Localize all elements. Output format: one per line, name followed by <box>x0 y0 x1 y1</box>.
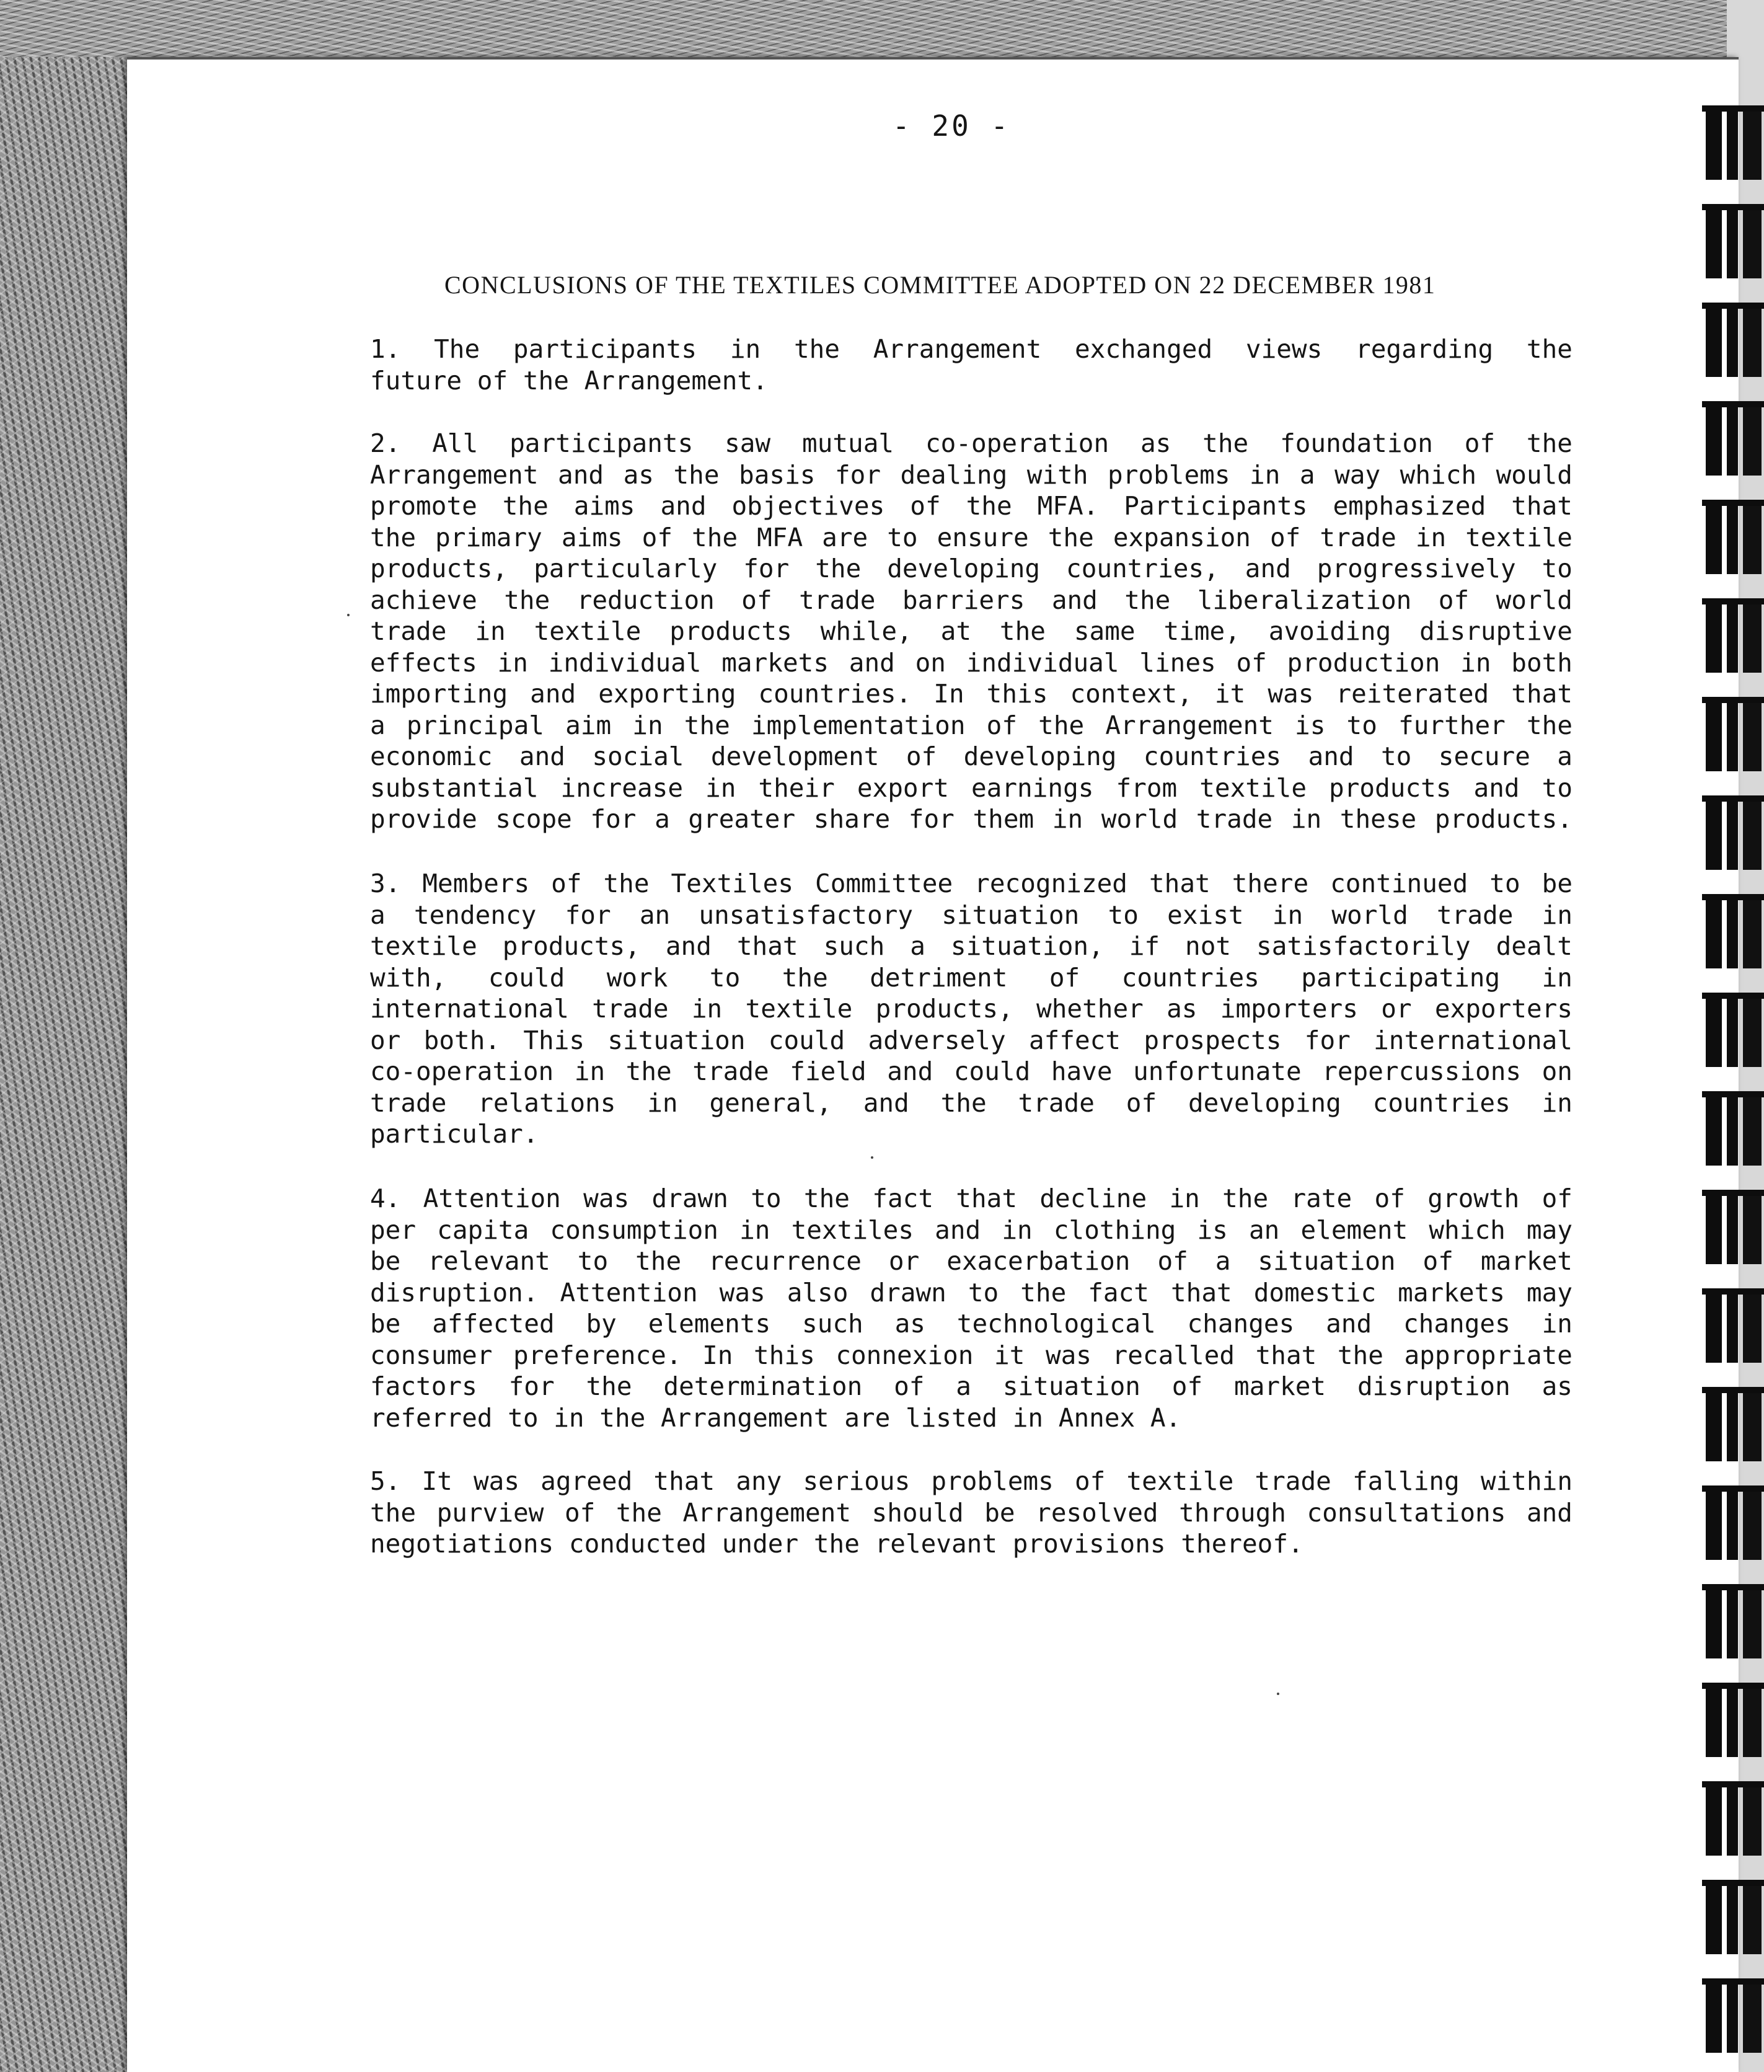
paragraph-line: disruption. Attention was also drawn to the fact that domestic markets may <box>370 1277 1572 1308</box>
paragraph-line: referred to in the Arrangement are listed in Annex A. <box>370 1402 1181 1433</box>
paragraph-line: 3. Members of the Textiles Committee recognized that there continued to be <box>370 869 1572 898</box>
paragraph-line: factors for the determination of a situation of market disruption as <box>370 1371 1572 1401</box>
paragraph-line: be affected by elements such as technological changes and changes in <box>370 1309 1572 1339</box>
paragraph-line: per capita consumption in textiles and in clothing is an element which may <box>370 1215 1572 1245</box>
paragraph-line: trade in textile products while, at the same time, avoiding disruptive <box>370 616 1572 646</box>
paragraph-line: 2. All participants saw mutual co-operation as the foundation of the <box>370 428 1572 458</box>
paragraph-line: the primary aims of the MFA are to ensure the expansion of trade in textile <box>370 522 1572 552</box>
paragraph-2 <box>370 428 1572 835</box>
document-title: CONCLUSIONS OF THE TEXTILES COMMITTEE ADOPTED ON 22 DECEMBER 1981 <box>444 271 1436 299</box>
paragraph-line: international trade in textile products, whether as importers or exporters <box>370 994 1572 1024</box>
paragraph-line: consumer preference. In this connexion it was recalled that the appropriate <box>370 1340 1572 1370</box>
paragraph-5 <box>370 1466 1572 1560</box>
paragraph-line: textile products, and that such a situation, if not satisfactorily dealt <box>370 931 1572 961</box>
paragraph-line: a tendency for an unsatisfactory situation to exist in world trade in <box>370 900 1572 930</box>
paragraph-line: provide scope for a greater share for them in world trade in these products. <box>370 804 1572 834</box>
paragraph-line: effects in individual markets and on individual lines of production in both <box>370 647 1572 678</box>
paragraph-line: Arrangement and as the basis for dealing with problems in a way which would <box>370 459 1572 490</box>
paragraph-line: co-operation in the trade field and could have unfortunate repercussions on <box>370 1056 1572 1086</box>
paragraph-line: trade relations in general, and the trade of developing countries in <box>370 1087 1572 1118</box>
paragraph-line: a principal aim in the implementation of the Arrangement is to further the <box>370 710 1572 740</box>
scan-speck <box>1277 1693 1279 1695</box>
paragraph-line: negotiations conducted under the relevant provisions thereof. <box>370 1529 1303 1559</box>
paragraph-line: promote the aims and objectives of the MFA. Participants emphasized that <box>370 491 1572 521</box>
paragraph-line: achieve the reduction of trade barriers and the liberalization of world <box>370 585 1572 615</box>
paragraph-line: with, could work to the detriment of countries participating in <box>370 962 1572 993</box>
paragraph-line: 4. Attention was drawn to the fact that decline in the rate of growth of <box>370 1184 1572 1213</box>
paragraph-line: particular. <box>370 1119 539 1149</box>
scan-speck <box>871 1156 873 1159</box>
paragraph-1 <box>370 334 1572 396</box>
paragraph-3 <box>370 868 1572 1150</box>
paragraph-line: substantial increase in their export earnings from textile products and to <box>370 773 1572 803</box>
paragraph-line: economic and social development of developing countries and to secure a <box>370 742 1572 771</box>
paragraph-line: the purview of the Arrangement should be resolved through consultations and <box>370 1497 1572 1528</box>
paragraph-line: or both. This situation could adversely affect prospects for international <box>370 1025 1572 1055</box>
paragraph-line: products, particularly for the developing countries, and progressively to <box>370 554 1572 583</box>
paragraph-line: importing and exporting countries. In this context, it was reiterated that <box>370 679 1572 709</box>
paragraph-4 <box>370 1183 1572 1433</box>
scan-speck <box>347 614 350 616</box>
page-number: - 20 - <box>893 109 1011 143</box>
paragraph-line: future of the Arrangement. <box>370 365 768 396</box>
paragraph-line: 1. The participants in the Arrangement exchanged views regarding the <box>370 334 1572 364</box>
paragraph-line: 5. It was agreed that any serious problems of textile trade falling within <box>370 1466 1572 1496</box>
paragraph-line: be relevant to the recurrence or exacerbation of a situation of market <box>370 1246 1572 1276</box>
